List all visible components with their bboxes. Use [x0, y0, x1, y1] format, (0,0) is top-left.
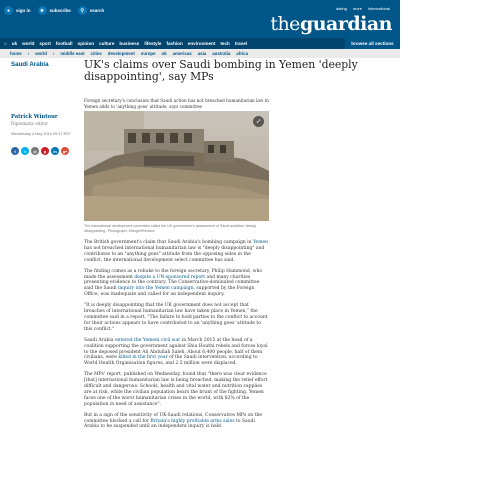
section-label[interactable]: Saudi Arabia [11, 61, 49, 68]
browse-all-sections-button[interactable] [345, 38, 400, 49]
nav-item-football[interactable]: football [55, 41, 73, 46]
email-icon[interactable]: @ [31, 147, 39, 155]
subscribe-link[interactable] [38, 6, 71, 15]
secondary-nav [0, 49, 400, 58]
subnav-asia[interactable]: asia [197, 51, 207, 56]
subnav-americas[interactable]: americas [172, 51, 192, 56]
author-link[interactable]: Patrick Wintour [11, 114, 58, 120]
subnav-africa[interactable]: africa [236, 51, 249, 56]
sign-in-link[interactable] [4, 6, 31, 15]
subnav-list [10, 51, 248, 56]
nav-item-lifestyle[interactable]: lifestyle [144, 41, 162, 46]
nav-item-uk[interactable]: uk [11, 41, 18, 46]
search-label: search [89, 8, 105, 13]
nav-item-fashion[interactable]: fashion [166, 41, 183, 46]
inline-link[interactable]: despite a UN-sponsored report [134, 274, 206, 280]
author-role: Diplomatic editor [11, 121, 49, 126]
image-caption: The international development committee called the UK government's assessment of Saudi activities 'deeply disappointing'. Photograph: Stringer/Reuters [84, 224, 257, 233]
text-run: to Saudi Arabia to be suspended until an independent inquiry is held. [84, 418, 255, 430]
subnav-development[interactable]: development [107, 51, 135, 56]
text-run: The British government's claim that Saudi Arabia's bombing campaign in [84, 240, 253, 245]
logo-prefix: the [270, 13, 300, 35]
article-standfirst: Foreign secretary's conclusion that Saudi action has not breached humanitarian law in Yemen adds to 'anything goes' attitude, says committee [84, 98, 269, 109]
inline-link[interactable]: entered the Yemeni civil war [114, 337, 181, 343]
edition-switcher[interactable]: International [367, 6, 390, 11]
nav-item-environment[interactable]: environment [187, 41, 216, 46]
subnav-australia[interactable]: australia [212, 51, 231, 56]
body-paragraph [84, 269, 269, 299]
inline-link[interactable]: Britain's highly profitable arms sales [150, 418, 235, 424]
article-headline: UK's claims over Saudi bombing in Yemen 'deeply disappointing', say MPs [84, 58, 358, 83]
inline-link[interactable]: Yemen [252, 240, 269, 245]
facebook-icon[interactable]: f [11, 147, 19, 155]
top-bar [0, 0, 400, 38]
guardian-logo[interactable] [270, 13, 392, 35]
nav-item-world[interactable]: world [22, 41, 35, 46]
subnav-world[interactable]: world [35, 51, 47, 56]
body-paragraph [84, 338, 269, 368]
dating-link[interactable]: dating [335, 6, 347, 11]
account-links [4, 6, 104, 15]
text-run: , supported by the Foreign Office, was inadequate and called for an independent inquiry. [84, 286, 255, 298]
logo-name: guardian [299, 13, 392, 35]
more-link[interactable]: more [352, 6, 362, 11]
expand-image-button[interactable] [253, 116, 264, 127]
article-body [84, 240, 269, 435]
expand-icon: ⤢ [255, 118, 262, 125]
inline-link[interactable]: killed in the first year [118, 355, 168, 361]
subnav-separator: › [52, 51, 55, 56]
body-paragraph [84, 413, 269, 431]
linkedin-icon[interactable]: in [51, 147, 59, 155]
nav-home-icon[interactable]: ⌂ [4, 41, 7, 46]
googleplus-icon[interactable]: g+ [62, 148, 68, 154]
subnav-cities[interactable]: cities [90, 51, 102, 56]
text-run: "It is deeply disappointing that the UK government does not accept that breaches of international humanitarian law have taken place in Yemen," the committee said in a report. "The failure to hold parties to the conflict to account for their actions appears to have contributed to an 'anything goes' attitude to this conflict." [84, 303, 268, 332]
nav-item-opinion[interactable]: opinion [77, 41, 95, 46]
sign-in-label: sign in [16, 8, 31, 13]
text-run: Saudi Arabia [84, 337, 115, 343]
text-run: The MPs' report, published on Wednesday, found that "there was clear evidence [that] international humanitarian law is being breached, making the relief effort difficult and dangerous. Schools, health and vital water and nutrition supplies are at risk, while the civilian population bears the brunt of the fighting. Yemen faces one of the worst humanitarian crises in the world, with 82% of the population in need of assistance". [84, 372, 268, 407]
inline-link[interactable]: inquiry into the Yemen campaign [117, 286, 194, 292]
nav-item-tech[interactable]: tech [220, 41, 230, 46]
body-paragraph [84, 303, 269, 333]
nav-list [4, 41, 247, 46]
twitter-icon[interactable]: t [21, 147, 29, 155]
text-run: The finding comes as a rebuke to the foreign secretary, Philip Hammond, who made the assessment [84, 268, 263, 280]
browse-label: browse all sections [351, 41, 394, 46]
text-run: But in a sign of the sensitivity of UK-Saudi relations, Conservative MPs on the committee blocked a call for [84, 412, 262, 424]
subnav-separator: › [27, 51, 30, 56]
text-run: and many charities presenting evidence to the contrary. The Conservative-dominated committee said the Saudi [84, 274, 260, 292]
nav-item-travel[interactable]: travel [234, 41, 248, 46]
text-run: has not breached international humanitarian law is "deeply disappointing" and contributes to an "anything goes" attitude from the opposing sides in the conflict, the international development select committee has said. [84, 245, 265, 263]
pinterest-icon[interactable]: p [41, 147, 49, 155]
subnav-home[interactable]: home [10, 51, 22, 56]
nav-item-culture[interactable]: culture [99, 41, 115, 46]
share-buttons [11, 147, 69, 155]
subscribe-label: subscribe [49, 8, 71, 13]
subnav-uk[interactable]: uk [161, 51, 167, 56]
publish-date: Wednesday 4 May 2016 09.47 BST [11, 132, 71, 136]
subscribe-icon: ★ [38, 6, 47, 15]
primary-nav [0, 38, 400, 49]
body-paragraph [84, 240, 269, 264]
subnav-middle-east[interactable]: middle east [60, 51, 85, 56]
bombed-building-photo [84, 111, 269, 221]
subnav-europe[interactable]: europe [140, 51, 156, 56]
edition-links [336, 6, 390, 11]
hero-image [84, 111, 269, 221]
search-link[interactable] [78, 6, 105, 15]
nav-item-business[interactable]: business [119, 41, 140, 46]
search-icon: ⚲ [78, 6, 87, 15]
text-run: of the Saudi intervention, according to World Health Organisation figures, and 2.5 million were displaced. [84, 355, 258, 367]
nav-item-sport[interactable]: sport [39, 41, 51, 46]
text-run: in March 2015 at the head of a coalition supporting the government against Shia Houthi rebels and forces loyal to the deposed president Ali Abdullah Saleh. About 6,400 people, half of them civilians, were [84, 337, 268, 361]
body-paragraph [84, 372, 269, 407]
user-icon: ● [4, 6, 13, 15]
